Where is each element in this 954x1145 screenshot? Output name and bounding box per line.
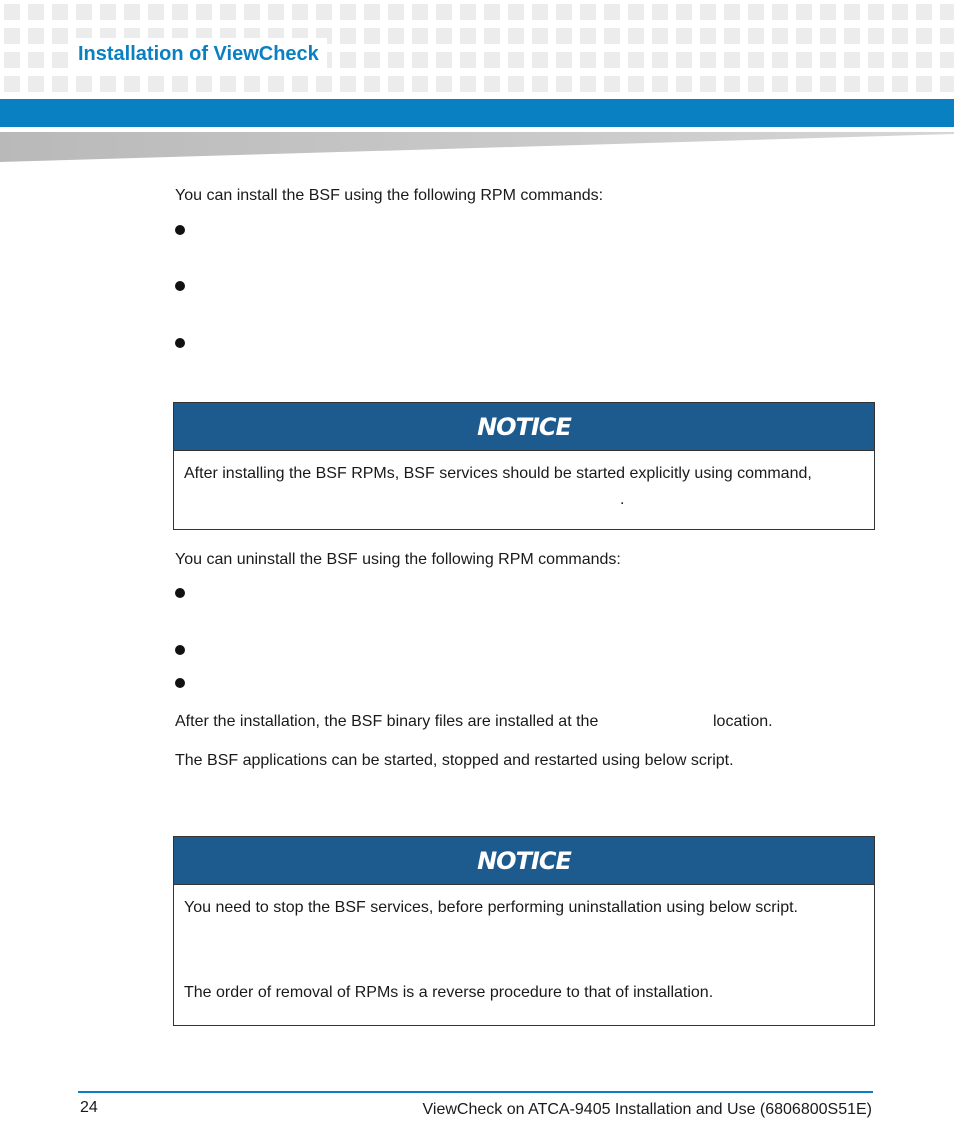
uninstall-bullet-3 <box>175 678 185 688</box>
header-pattern-cell <box>220 76 236 92</box>
header-pattern-cell <box>148 76 164 92</box>
header-pattern-cell <box>52 28 68 44</box>
install-location-prefix: After the installation, the BSF binary files are installed at the <box>175 713 599 730</box>
header-pattern-cell <box>76 76 92 92</box>
header-pattern-cell <box>940 4 954 20</box>
uninstall-bullet-2 <box>175 645 185 655</box>
header-pattern-cell <box>148 4 164 20</box>
header-pattern-cell <box>508 76 524 92</box>
header-pattern-cell <box>652 28 668 44</box>
header-pattern-cell <box>844 28 860 44</box>
notice-box-1 <box>173 402 875 530</box>
header-pattern-cell <box>604 4 620 20</box>
header-pattern-cell <box>28 28 44 44</box>
page-number: 24 <box>80 1099 98 1116</box>
header-pattern-cell <box>604 52 620 68</box>
header-pattern-cell <box>724 28 740 44</box>
header-pattern-cell <box>844 52 860 68</box>
header-pattern-cell <box>460 52 476 68</box>
header-pattern-cell <box>460 76 476 92</box>
header-pattern-cell <box>412 28 428 44</box>
notice-text-1: After installing the BSF RPMs, BSF services should be started explicitly using command, <box>184 465 812 482</box>
header-pattern-cell <box>604 76 620 92</box>
header-pattern-cell <box>724 76 740 92</box>
header-pattern-cell <box>580 76 596 92</box>
header-pattern-cell <box>796 76 812 92</box>
header-pattern-cell <box>52 52 68 68</box>
header-pattern-cell <box>748 28 764 44</box>
header-pattern-cell <box>28 52 44 68</box>
header-pattern-cell <box>580 28 596 44</box>
header-pattern-cell <box>580 4 596 20</box>
header-pattern-cell <box>916 4 932 20</box>
header-pattern-cell <box>532 4 548 20</box>
header-pattern-cell <box>556 52 572 68</box>
header-pattern-cell <box>772 76 788 92</box>
header-pattern-cell <box>532 76 548 92</box>
header-pattern-cell <box>268 4 284 20</box>
header-pattern-cell <box>700 28 716 44</box>
header-pattern-cell <box>892 76 908 92</box>
header-pattern-cell <box>364 28 380 44</box>
header-pattern-cell <box>628 52 644 68</box>
footer-doc-title: ViewCheck on ATCA-9405 Installation and Use (6806800S51E) <box>422 1101 872 1118</box>
header-pattern-cell <box>220 4 236 20</box>
header-pattern-cell <box>652 4 668 20</box>
header-pattern-cell <box>340 76 356 92</box>
header-pattern-cell <box>868 4 884 20</box>
header-pattern-cell <box>868 52 884 68</box>
header-pattern-cell <box>940 52 954 68</box>
notice-trailing-period: . <box>620 491 625 508</box>
header-pattern-cell <box>748 76 764 92</box>
header-pattern-cell <box>292 4 308 20</box>
header-pattern-cell <box>604 28 620 44</box>
header-pattern-cell <box>916 52 932 68</box>
header-pattern-cell <box>844 76 860 92</box>
script-description: The BSF applications can be started, stopped and restarted using below script. <box>175 752 734 769</box>
header-pattern-cell <box>316 76 332 92</box>
header-pattern-cell <box>388 52 404 68</box>
header-pattern-cell <box>796 52 812 68</box>
section-header-title: Installation of ViewCheck <box>70 38 327 70</box>
header-pattern-cell <box>268 76 284 92</box>
notice-text-2a: You need to stop the BSF services, before performing uninstallation using below script. <box>184 899 798 916</box>
header-pattern-cell <box>676 76 692 92</box>
header-pattern-cell <box>820 4 836 20</box>
header-pattern-cell <box>748 52 764 68</box>
header-pattern-cell <box>340 52 356 68</box>
header-pattern-cell <box>412 4 428 20</box>
install-bullet-1 <box>175 225 185 235</box>
header-pattern-cell <box>388 28 404 44</box>
header-pattern-cell <box>484 28 500 44</box>
header-pattern-cell <box>628 4 644 20</box>
header-pattern-cell <box>772 4 788 20</box>
header-pattern-cell <box>124 76 140 92</box>
notice-box-2 <box>173 836 875 1026</box>
header-pattern-cell <box>364 76 380 92</box>
header-pattern-cell <box>652 76 668 92</box>
header-pattern-cell <box>820 76 836 92</box>
header-pattern-cell <box>196 4 212 20</box>
header-pattern-cell <box>244 4 260 20</box>
header-pattern-cell <box>196 76 212 92</box>
notice-title-2: NOTICE <box>477 846 571 875</box>
header-pattern-cell <box>676 28 692 44</box>
header-pattern-cell <box>916 28 932 44</box>
header-pattern-cell <box>700 76 716 92</box>
footer-rule <box>78 1091 873 1093</box>
header-pattern-cell <box>436 4 452 20</box>
header-pattern-cell <box>244 76 260 92</box>
header-pattern-cell <box>340 4 356 20</box>
header-pattern-cell <box>484 52 500 68</box>
header-pattern-cell <box>820 28 836 44</box>
header-pattern-cell <box>28 4 44 20</box>
header-pattern-cell <box>292 76 308 92</box>
header-pattern-cell <box>52 4 68 20</box>
header-pattern-cell <box>436 28 452 44</box>
header-pattern-cell <box>556 28 572 44</box>
header-pattern-cell <box>748 4 764 20</box>
header-pattern-cell <box>4 52 20 68</box>
header-pattern-cell <box>484 4 500 20</box>
header-pattern-cell <box>508 52 524 68</box>
header-grey-wedge <box>0 132 954 164</box>
header-pattern-cell <box>652 52 668 68</box>
header-pattern-cell <box>388 76 404 92</box>
header-pattern-cell <box>892 4 908 20</box>
header-pattern-cell <box>388 4 404 20</box>
header-pattern-cell <box>676 52 692 68</box>
header-blue-bar <box>0 99 954 127</box>
header-pattern-cell <box>4 4 20 20</box>
header-pattern-cell <box>460 4 476 20</box>
notice-header-1 <box>174 403 874 451</box>
header-pattern-cell <box>460 28 476 44</box>
header-pattern-cell <box>868 76 884 92</box>
header-pattern-cell <box>508 28 524 44</box>
install-location-suffix: location. <box>713 713 773 730</box>
header-pattern-cell <box>100 4 116 20</box>
header-pattern-cell <box>172 4 188 20</box>
header-pattern-cell <box>4 76 20 92</box>
notice-title-1: NOTICE <box>477 412 571 441</box>
install-bullet-2 <box>175 281 185 291</box>
header-pattern-cell <box>28 76 44 92</box>
header-pattern-cell <box>892 28 908 44</box>
header-pattern-cell <box>100 76 116 92</box>
uninstall-intro: You can uninstall the BSF using the following RPM commands: <box>175 551 621 568</box>
header-pattern-cell <box>700 52 716 68</box>
header-pattern-cell <box>436 76 452 92</box>
header-pattern-cell <box>316 4 332 20</box>
header-pattern-cell <box>772 52 788 68</box>
header-pattern-cell <box>868 28 884 44</box>
header-pattern-cell <box>4 28 20 44</box>
uninstall-bullet-1 <box>175 588 185 598</box>
header-pattern-cell <box>772 28 788 44</box>
header-pattern-cell <box>676 4 692 20</box>
header-pattern-cell <box>412 76 428 92</box>
header-pattern-cell <box>940 76 954 92</box>
header-pattern-cell <box>700 4 716 20</box>
install-bullet-3 <box>175 338 185 348</box>
header-pattern-cell <box>340 28 356 44</box>
header-pattern-cell <box>820 52 836 68</box>
header-pattern-cell <box>580 52 596 68</box>
header-pattern-cell <box>436 52 452 68</box>
header-pattern-cell <box>484 76 500 92</box>
notice-header-2 <box>174 837 874 885</box>
header-pattern-cell <box>724 52 740 68</box>
header-pattern-cell <box>796 28 812 44</box>
header-pattern-cell <box>508 4 524 20</box>
header-pattern-cell <box>412 52 428 68</box>
header-pattern-cell <box>940 28 954 44</box>
header-pattern-cell <box>172 76 188 92</box>
header-pattern-cell <box>364 52 380 68</box>
header-pattern-cell <box>532 52 548 68</box>
header-pattern-cell <box>628 28 644 44</box>
header-pattern-cell <box>532 28 548 44</box>
header-pattern-cell <box>796 4 812 20</box>
header-pattern-cell <box>892 52 908 68</box>
header-pattern-cell <box>556 76 572 92</box>
header-pattern-cell <box>76 4 92 20</box>
header-pattern-cell <box>364 4 380 20</box>
install-intro: You can install the BSF using the following RPM commands: <box>175 187 604 204</box>
header-pattern-cell <box>556 4 572 20</box>
notice-text-2b: The order of removal of RPMs is a reverse procedure to that of installation. <box>184 984 714 1001</box>
header-pattern-cell <box>124 4 140 20</box>
header-pattern-cell <box>52 76 68 92</box>
header-pattern-cell <box>724 4 740 20</box>
header-pattern-cell <box>844 4 860 20</box>
header-pattern-cell <box>916 76 932 92</box>
header-pattern-cell <box>628 76 644 92</box>
